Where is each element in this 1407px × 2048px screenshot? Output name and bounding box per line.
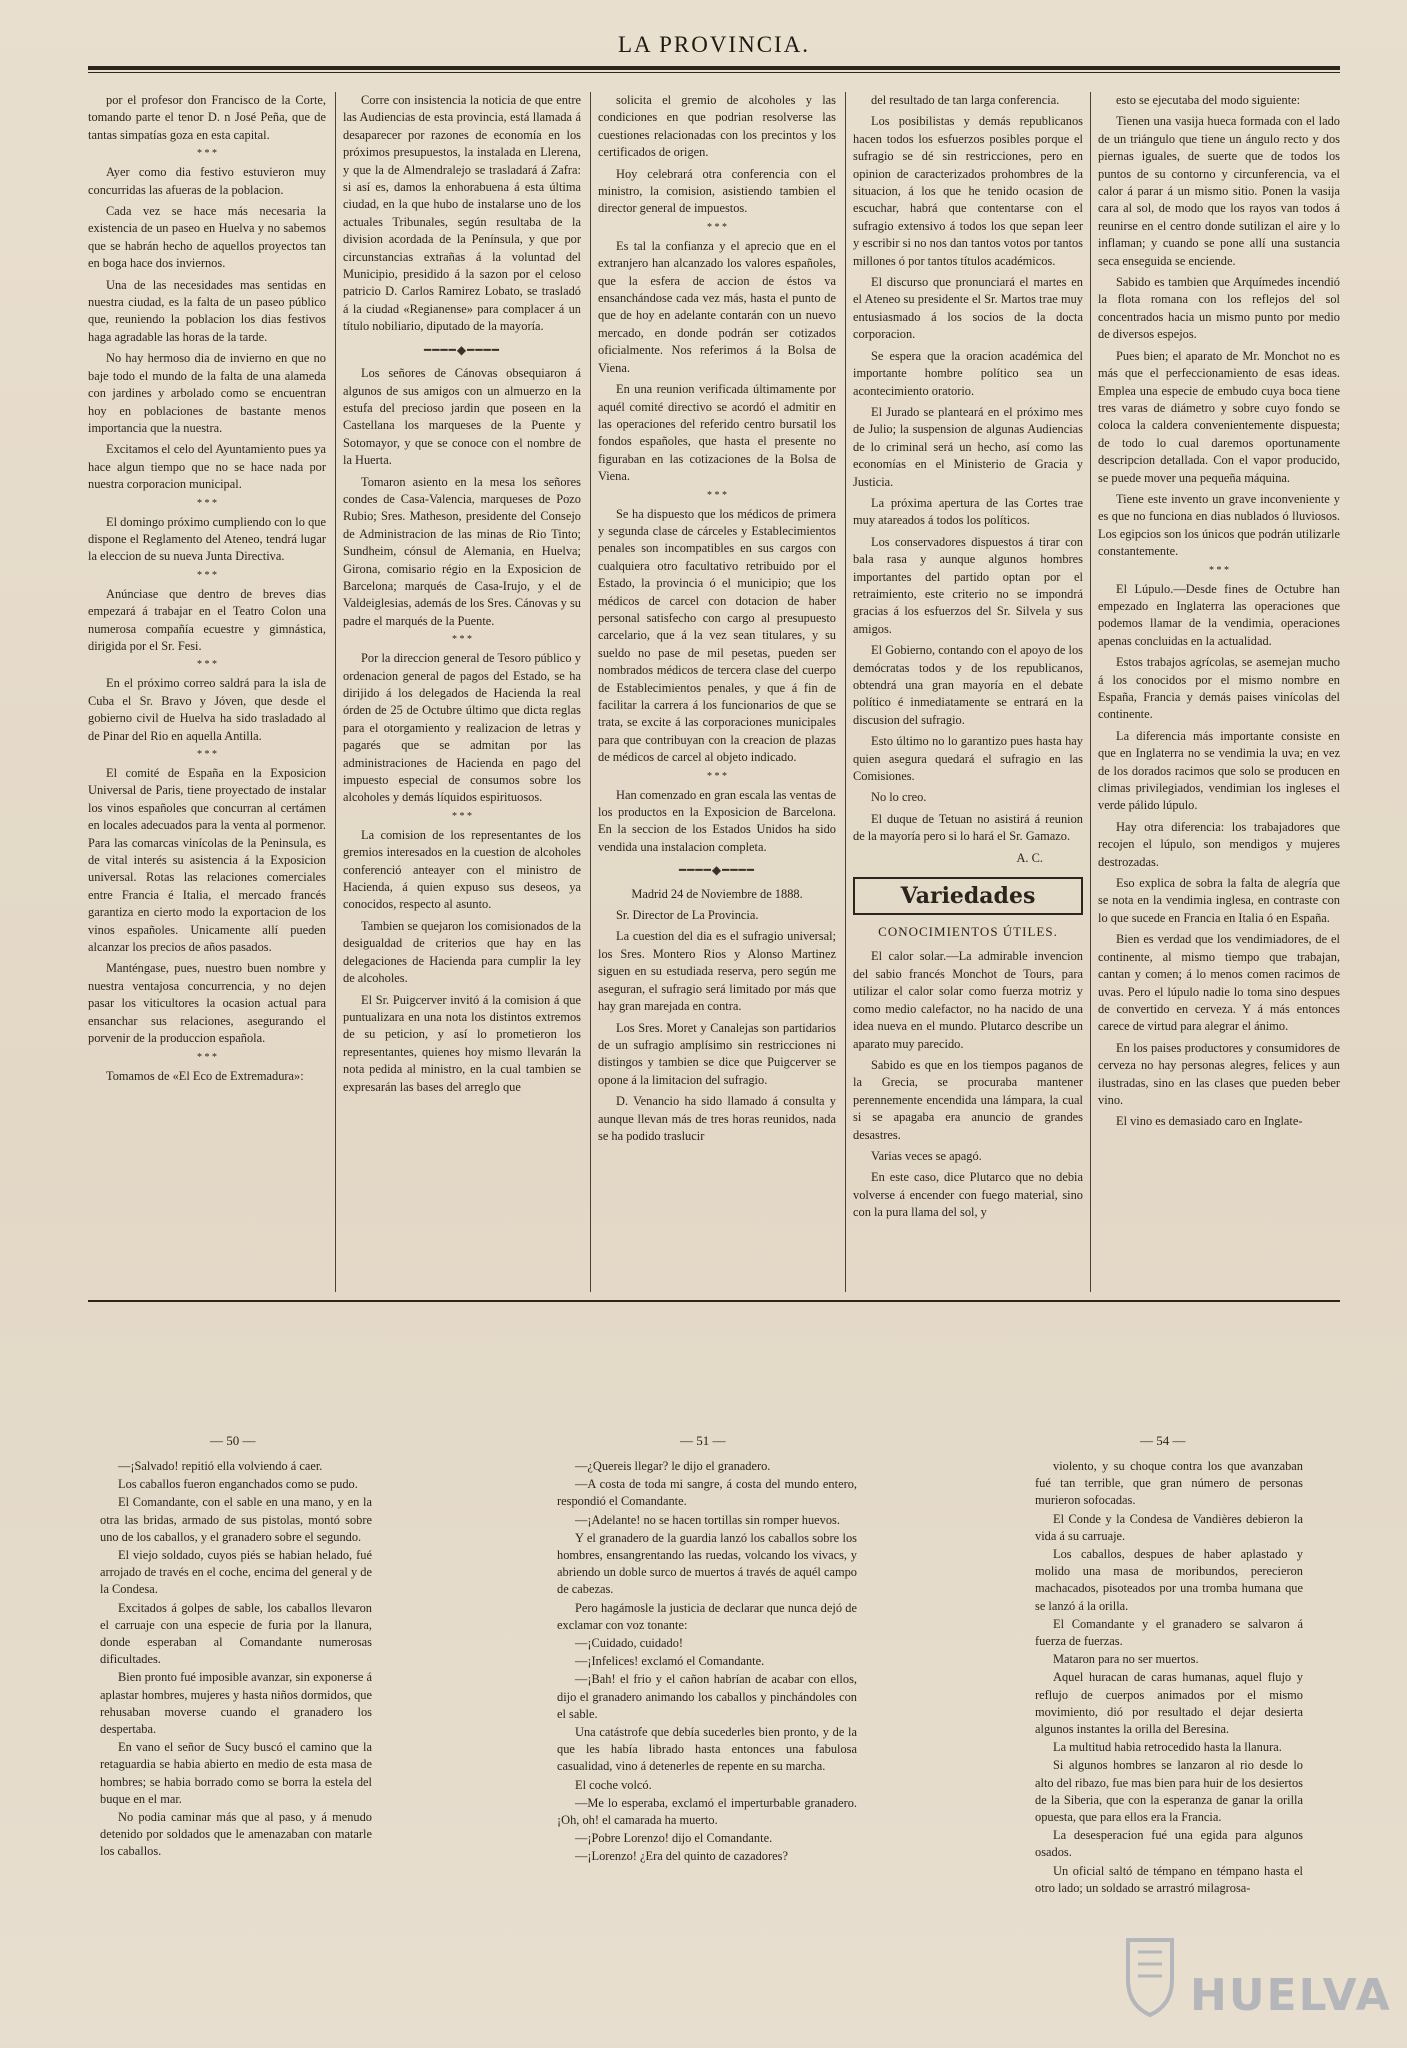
section-separator-stars: * * * [197,148,217,160]
section-heading-variedades: Variedades [853,877,1083,915]
article-paragraph: Tiene este invento un grave inconveniente y es que no funciona en dias nublados ó lluviosos. Los egipcios son los únicos que podrán utilizarle constantemente. [1098,491,1340,559]
section-separator-stars: * * * [707,221,727,233]
article-paragraph: Manténgase, pues, nuestro buen nombre y nuestra ventajosa concurrencia, y no dejen pasar los viticultores la ocasion actual para ensanchar sus relaciones, asegurando el porvenir de la produccion española. [88,961,326,1046]
article-paragraph: El Sr. Puigcerver invitó á la comision á que puntualizara en una nota los distintos extremos de su peticion, y así lo prometieron los representantes, quienes hoy mismo llevarán la nota pedida al ministro, en la cual tambien se expresarán las bases del arreglo que [343,992,581,1094]
serial-paragraph: —¿Quereis llegar? le dijo el granadero. [575,1459,771,1473]
column-rule-2 [590,92,591,1292]
article-paragraph: Se ha dispuesto que los médicos de primera y segunda clase de cárceles y Establecimientos penales son incompatibles en sus cargos con cualquiera otro facultativo retribuido por el Estado, la provincia ó el municipio; que los médicos de carcel con dotacion de haber personal satisfecho con cargo al presupuesto carcelario, que á la vez sean titulares, y su sueldo no pase de mil pesetas, pueden ser nombrados médicos de tercera clase del cuerpo de Establecimientos penales, y que á fin de facilitar la carrera á los funcionarios de que se trata, se excite á las corporaciones municipales para que contribuyan con la creacion de plazas de médicos de carcel al objeto indicado. [598,506,836,765]
article-paragraph: Por la direccion general de Tesoro público y ordenacion general de pagos del Estado, se ha dirijido á los delegados de Hacienda la real órden de 25 de Octubre último que dicta reglas para el otorgamiento y realizacion de letras y pagarés que se admitan por las administraciones de Hacienda en pago del impuesto especial de consumos sobre los alcoholes y demás líquidos espirituosos. [343,651,581,805]
article-paragraph: Cada vez se hace más necesaria la existencia de un paseo en Huelva y no sabemos que se habrán hecho de aquellos proyectos tan en boga hace dos inviernos. [88,204,326,271]
article-paragraph: solicita el gremio de alcoholes y las condiciones en que podrian resolverse las cuestiones relacionadas con los precintos y los certificados de origen. [598,93,836,160]
article-paragraph: Los señores de Cánovas obsequiaron á algunos de sus amigos con un almuerzo en la estufa del precioso jardin que poseen en la Castellana los marqueses de la Puente y Sotomayor, y que se conoce con el nombre de la Huerta. [343,366,581,468]
article-paragraph: En una reunion verificada últimamente por aquél comité directivo se acordó el admitir en las operaciones del referido centro bursatil los fondos españoles, que hasta el presente no figuraban en las cotizaciones de la Bolsa de Viena. [598,382,836,484]
serial-paragraph: El coche volcó. [575,1777,652,1792]
article-paragraph: Una de las necesidades mas sentidas en nuestra ciudad, es la falta de un paseo público que, reuniendo la poblacion los dias festivos haga agradable las horas de la tarde. [88,277,326,344]
archive-watermark [1120,1930,1392,2030]
serial-paragraph: La desesperacion fué una egida para algunos osados. [1035,1828,1303,1860]
article-paragraph: El Gobierno, contando con el apoyo de los demócratas todos y de los republicanos, obtendrá una gran mayoría en el debate político é inmediatamente se entrará en la discusion del sufragio. [853,643,1083,727]
serial-paragraph: Aquel huracan de caras humanas, aquel flujo y reflujo de cuerpos animados por el mismo movimiento, dió por resultado el dejar desierta algunos instantes la orilla del Beresina. [1035,1670,1303,1737]
article-paragraph: Han comenzado en gran escala las ventas de los productos en la Exposicion de Barcelona. En la seccion de los Estados Unidos ha sido vendida una instalacion completa. [598,787,836,854]
article-paragraph: Hoy celebrará otra conferencia con el ministro, la comision, asistiendo tambien el director general de impuestos. [598,166,836,216]
column-1 [88,92,326,1292]
serial-paragraph: Y el granadero de la guardia lanzó los caballos sobre los hombres, ensangrentando las ruedas, volcando los vivacs, y abriendo un doble surco de muertos á través de aquél campo de cabezas. [557,1530,857,1597]
masthead-rule-thick [88,66,1340,70]
serial-paragraph: Mataron para no ser muertos. [1053,1652,1199,1667]
section-separator-stars: * * * [1209,564,1229,576]
article-paragraph: La comision de los representantes de los gremios interesados en la cuestion de alcoholes conferenció anteayer con el ministro de Hacienda, á quien expuso sus deseos, ya conocidos, respecto al asunto. [343,827,581,912]
serial-page-number: — 54 — [1140,1433,1186,1448]
column-rule-1 [335,92,336,1292]
serial-paragraph: —¡Salvado! repitió ella volviendo á caer. [118,1459,323,1473]
article-paragraph: Eso explica de sobra la falta de alegría que se nota en la vendimia inglesa, en contraste con lo que sucede en Francia en Italia ó en España. [1098,876,1340,925]
article-paragraph: Estos trabajos agrícolas, se asemejan mucho á los conocidos por el mismo nombre en España, Francia y demás paises vinícolas del continente. [1098,655,1340,722]
serial-paragraph: violento, y su choque contra los que avanzaban fué tan terrible, que gran número de personas murieron sofocadas. [1035,1459,1303,1508]
article-paragraph: En el próximo correo saldrá para la isla de Cuba el Sr. Bravo y Jóven, que desde el gobierno civil de Huelva ha sido trasladado al de Pinar del Rio en aquella Antilla. [88,676,326,743]
serial-paragraph: En vano el señor de Sucy buscó el camino que la retaguardia se habia abierto en medio de esta masa de hombres; se habia borrado como se borra la estela del buque en el mar. [100,1740,372,1806]
article-paragraph: El discurso que pronunciará el martes en el Ateneo su presidente el Sr. Martos trae muy entusiasmado á los socios de la docta corporacion. [853,275,1083,342]
serial-paragraph: —¡Lorenzo! ¿Era del quinto de cazadores? [575,1849,788,1864]
article-paragraph: Se espera que la oracion académica del importante hombre político sea un acontecimiento oratorio. [853,348,1083,398]
watermark-text: HUELVA [1190,1970,1392,2021]
serial-paragraph: El Comandante y el granadero se salvaron á fuerza de fuerzas. [1035,1616,1303,1649]
ornamental-rule: ━━━━◆━━━━ [678,863,756,878]
columns-bottom-rule [88,1300,1340,1302]
article-paragraph: Tienen una vasija hueca formada con el lado de un triángulo que tiene un ángulo recto y dos piernas iguales, de suerte que de todos los puntos de su contorno y circunferencia, va el calor á parar á un mismo sitio. Ponen la vasija cara al sol, de modo que los rayos van todos á reunirse en el centro donde sutilizan el aire y lo inflaman; y cuando se pone allí una sustancia seca enseguida se enciende. [1098,114,1340,268]
serial-paragraph: La multitud habia retrocedido hasta la llanura. [1053,1740,1282,1755]
serial-paragraph: —Me lo esperaba, exclamó el imperturbable granadero. ¡Oh, oh! el camarada ha muerto. [557,1795,857,1828]
article-paragraph: En este caso, dice Plutarco que no debia volverse á encender con fuego material, sino con la pura llama del sol, y [853,1170,1083,1220]
section-separator-stars: * * * [197,497,217,509]
article-paragraph: Sabido es que en los tiempos paganos de la Grecia, se procuraba mantener perennemente encendida una lámpara, la cual si se apagaba era anuncio de grandes desastres. [853,1057,1083,1142]
masthead-rule-thin [88,72,1340,73]
serial-paragraph: El viejo soldado, cuyos piés se habian helado, fué arrojado de través en el coche, encima del general y de la Condesa. [100,1548,372,1597]
column-2 [343,92,581,1292]
crest-icon [1120,1930,1180,2020]
article-paragraph: Anúnciase que dentro de breves dias empezará á trabajar en el Teatro Colon una numerosa compañía ecuestre y gimnástica, dirigida por el Sr. Fesi. [88,586,326,653]
section-subheading: CONOCIMIENTOS ÚTILES. [878,924,1058,940]
section-separator-stars: * * * [197,569,217,581]
article-paragraph: Sabido es tambien que Arquímedes incendió la flota romana con los reflejos del sol concentrados hacia un mismo punto por medio de diversos espejos. [1098,275,1340,342]
article-paragraph: El vino es demasiado caro en Inglate- [1116,1114,1303,1129]
article-paragraph: El calor solar.—La admirable invencion del sabio francés Monchot de Tours, para utilizar el calor solar como fuerza motriz y como medio calefactor, no ha nacido de una idea nueva en el mundo. Plutarco describe un aparato muy parecido. [853,949,1083,1051]
article-paragraph: No lo creo. [871,790,927,805]
serial-novel-page-1 [100,1458,372,2048]
section-separator-stars: * * * [452,810,472,822]
article-paragraph: Varias veces se apagó. [871,1148,982,1163]
section-separator-stars: * * * [707,489,727,501]
article-paragraph: La diferencia más importante consiste en que en Inglaterra no se vendimia la uva; en vez de los dorados racimos que solo se producen en climas privilegiados, vendimian los ingleses el verde pálido lúpulo. [1098,728,1340,813]
article-paragraph: Es tal la confianza y el aprecio que en el extranjero han alcanzado los valores españoles, que la esfera de accion de éstos va ensanchándose cada vez más, hasta el punto de que de hoy en adelante contarán con un nuevo mercado, en donde podrán ser cotizados oficialmente. Nos referimos á la Bolsa de Viena. [598,238,836,375]
article-paragraph: El Jurado se planteará en el próximo mes de Julio; la suspension de algunas Audiencias de lo criminal será un hecho, así como las economías en el Ministerio de Gracia y Justicia. [853,404,1083,489]
article-paragraph: El domingo próximo cumpliendo con lo que dispone el Reglamento del Ateneo, tendrá lugar la eleccion de su nueva Junta Directiva. [88,514,326,564]
serial-paragraph: —¡Pobre Lorenzo! dijo el Comandante. [575,1831,773,1846]
article-paragraph: El duque de Tetuan no asistirá á reunion de la mayoría pero si lo hará el Sr. Gamazo. [853,811,1083,844]
article-paragraph: esto se ejecutaba del modo siguiente: [1116,93,1301,107]
ornamental-rule: ━━━━◆━━━━ [423,342,501,357]
column-rule-3 [845,92,846,1292]
article-paragraph: Esto último no lo garantizo pues hasta hay quien asegura quedará el sufragio en las Comisiones. [853,734,1083,784]
article-columns [88,92,1340,1292]
serial-paragraph: Excitados á golpes de sable, los caballos llevaron el carruaje con una especie de furia por la llanura, donde esperaban al Comandante numerosas dificultades. [100,1600,372,1667]
serial-paragraph: El Comandante, con el sable en una mano, y en la otra las bridas, armado de sus pistolas, montó sobre uno de los caballos, y el granadero sobre el segundo. [100,1495,372,1544]
article-paragraph: Sr. Director de La Provincia. [616,908,759,923]
article-paragraph: En los paises productores y consumidores de cerveza no hay personas alegres, felices y aun ilustradas, sino en las clases que pueden beber vino. [1098,1040,1340,1107]
article-paragraph: del resultado de tan larga conferencia. [871,93,1060,107]
article-paragraph: D. Venancio ha sido llamado á consulta y aunque llevan más de tres horas reunidos, nada se ha podido traslucir [598,1094,836,1143]
serial-paragraph: Pero hagámosle la justicia de declarar que nunca dejó de exclamar con voz tonante: [557,1600,857,1632]
article-paragraph: La cuestion del dia es el sufragio universal; los Sres. Montero Rios y Alonso Martinez siguen en su estudiada reserva, pero según me aseguran, el sufragio será limitado por más que hay gran marejada en contra. [598,929,836,1014]
serial-paragraph: Un oficial saltó de témpano en témpano hasta el otro lado; un soldado se arrastró milagrosa- [1035,1863,1303,1895]
serial-page-number: — 50 — [210,1433,256,1448]
serial-paragraph: —¡Adelante! no se hacen tortillas sin romper huevos. [575,1512,840,1527]
newspaper-title: LA PROVINCIA. [617,32,811,57]
article-paragraph: Tomaron asiento en la mesa los señores condes de Casa-Valencia, marqueses de Pozo Rubio; Sres. Matheson, presidente del Consejo de Administracion de las minas de Rio Tinto; Sundheim, cónsul de Alemania, en Huelva; Girona, comisario régio en la Exposicion de Barcelona; marqués de Casa-Irujo, y el de Valdeiglesias, además de los Sres. Cánovas y su padre el marqués de la Puente. [343,474,581,628]
serial-paragraph: Los caballos fueron enganchados como se pudo. [118,1477,358,1492]
column-4 [853,92,1083,1292]
article-paragraph: Tomamos de «El Eco de Extremadura»: [106,1068,304,1083]
serial-paragraph: —¡Cuidado, cuidado! [575,1636,684,1651]
article-paragraph: Los posibilistas y demás republicanos hacen todos los esfuerzos posibles porque el sufragio se dé sin restricciones, pero en opinion de caracterizados prohombres de la situacion, á los que he tenido ocasion de escuchar, habrá que contentarse con el sufragio extensivo á todos los que sepan leer y escribir si no nos dan tantos votos por tantos millones ó por tantos títulos académicos. [853,114,1083,268]
column-3 [598,92,836,1292]
serial-paragraph: —A costa de toda mi sangre, á costa del mundo entero, respondió el Comandante. [557,1477,857,1509]
serial-paragraph: —¡Infelices! exclamó el Comandante. [575,1654,765,1669]
article-paragraph: Los Sres. Moret y Canalejas son partidarios de un sufragio amplísimo sin restricciones ni distingos y tambien se dice que Puigcerver se opone á la limitacion del sufragio. [598,1020,836,1087]
article-paragraph: Ayer como dia festivo estuvieron muy concurridas las afueras de la poblacion. [88,165,326,197]
article-paragraph: por el profesor don Francisco de la Corte, tomando parte el tenor D. n José Peña, que de tantas simpatías goza en esta capital. [88,93,326,142]
serial-page-number: — 51 — [680,1433,726,1448]
section-separator-stars: * * * [197,749,217,760]
serial-paragraph: Bien pronto fué imposible avanzar, sin exponerse á aplastar hombres, mujeres y hasta niños dormidos, que rehusaban moverse cuando el granadero los despertaba. [100,1670,372,1737]
column-rule-4 [1090,92,1091,1292]
article-paragraph: Pues bien; el aparato de Mr. Monchot no es más que el perfeccionamiento de esas ideas. Emplea una especie de embudo cuya boca tiene tres varas de diámetro y sobre cuyo fondo se coloca la caldera convenientemente dispuesta; de todo lo cual daremos oportunamente descripcion detallada. Con el vapor producido, se puede mover una pequeña máquina. [1098,348,1340,485]
article-paragraph: La próxima apertura de las Cortes trae muy atareados á todos los políticos. [853,495,1083,528]
serial-paragraph: Los caballos, despues de haber aplastado y molido una masa de moribundos, perecieron machacados, pisoteados por una tromba humana que se lanzó á la orilla. [1035,1547,1303,1613]
section-separator-stars: * * * [707,770,727,782]
article-paragraph: Excitamos el celo del Ayuntamiento pues ya hace algun tiempo que no se hace nada por nuestra corporacion municipal. [88,442,326,492]
article-paragraph: No hay hermoso dia de invierno en que no baje todo el mundo de la falta de una alameda con jardines y arbolado como se encuentran hoy en poblaciones de bastante menos importancia que la nuestra. [88,351,326,435]
column-5 [1098,92,1340,1292]
section-separator-stars: * * * [197,1051,217,1063]
section-separator-stars: * * * [452,634,472,646]
letter-dateline: Madrid 24 de Noviembre de 1888. [631,886,803,901]
serial-novel-page-2 [557,1458,857,2048]
section-separator-stars: * * * [197,659,217,671]
article-paragraph: Bien es verdad que los vendimiadores, de el continente, al mismo tiempo que trabajan, cantan y comen; á lo menos comen racimos de uvas. Pero el lúpulo nadie lo toma sino despues de convertido en cerveza. Y á más entonces carece de virtud para alegrar el ánimo. [1098,932,1340,1034]
article-paragraph: Tambien se quejaron los comisionados de la desigualdad de criterios que hay en las delegaciones de Hacienda para cumplir la ley de alcoholes. [343,918,581,986]
article-paragraph: El comité de España en la Exposicion Universal de Paris, tiene proyectado de instalar los vinos españoles que concurran al certámen en locales adecuados para la venta al pormenor. Para las comarcas vinícolas de la Peninsula, es de vital interés su asistencia á la Exposicion universal. Rotas las relaciones comerciales entre Francia é Italia, el mercado francés garantiza en cierto modo la exportacion de los vinos españoles. Unicamente allí pueden alcanzar los precios de años pasados. [88,766,326,955]
article-signature: A. C. [1016,850,1043,865]
article-paragraph: Hay otra diferencia: los trabajadores que recojen el lúpulo, son mendigos y mujeres destrozadas. [1098,819,1340,869]
article-paragraph: Corre con insistencia la noticia de que entre las Audiencias de esta provincia, está llamada á desaparecer por razones de economía en los próximos presupuestos, la instalada en Llerena, y que la de Almendralejo se trasladará á Zafra: si así es, damos la enhorabuena á esta última ciudad, en la que hubo de instalarse uno de los actuales Tribunales, según resultaba de la division acordada de la Península, y que por circunstancias extrañas á la voluntad del Municipio, presidido á la sazon por el celoso patricio D. Carlos Ramirez Lobato, se trasladó á la ciudad «Regianense» para complacer á un título nobiliario, diputado de la mayoría. [343,93,581,334]
article-paragraph: El Lúpulo.—Desde fines de Octubre han empezado en Inglaterra las operaciones que podemos llamar de la vendimia, operaciones apenas concluidas en la actualidad. [1098,581,1340,648]
serial-paragraph: Una catástrofe que debía sucederles bien pronto, y de la que les había librado hasta entonces una fabulosa casualidad, vino á detenerles de repente en su marcha. [557,1725,857,1774]
serial-paragraph: Si algunos hombres se lanzaron al rio desde lo alto del ribazo, fue mas bien para huir de los desiertos de la Siberia, que con la esperanza de ganar la orilla opuesta, que para ellos era la Francia. [1035,1758,1303,1825]
serial-paragraph: No podia caminar más que al paso, y á menudo detenido por soldados que le amenazaban con matarle los caballos. [100,1810,372,1859]
serial-paragraph: —¡Bah! el frio y el cañon habrían de acabar con ellos, dijo el granadero animando los caballos y pinchándoles con el sable. [557,1672,857,1721]
article-paragraph: Los conservadores dispuestos á tirar con bala rasa y aunque algunos hombres importantes del partido optan por el retraimiento, este criterio no se impondrá gracias á los esfuerzos del Sr. Silvela y sus amigos. [853,534,1083,636]
serial-paragraph: El Conde y la Condesa de Vandières debieron la vida á su carruaje. [1035,1511,1303,1543]
